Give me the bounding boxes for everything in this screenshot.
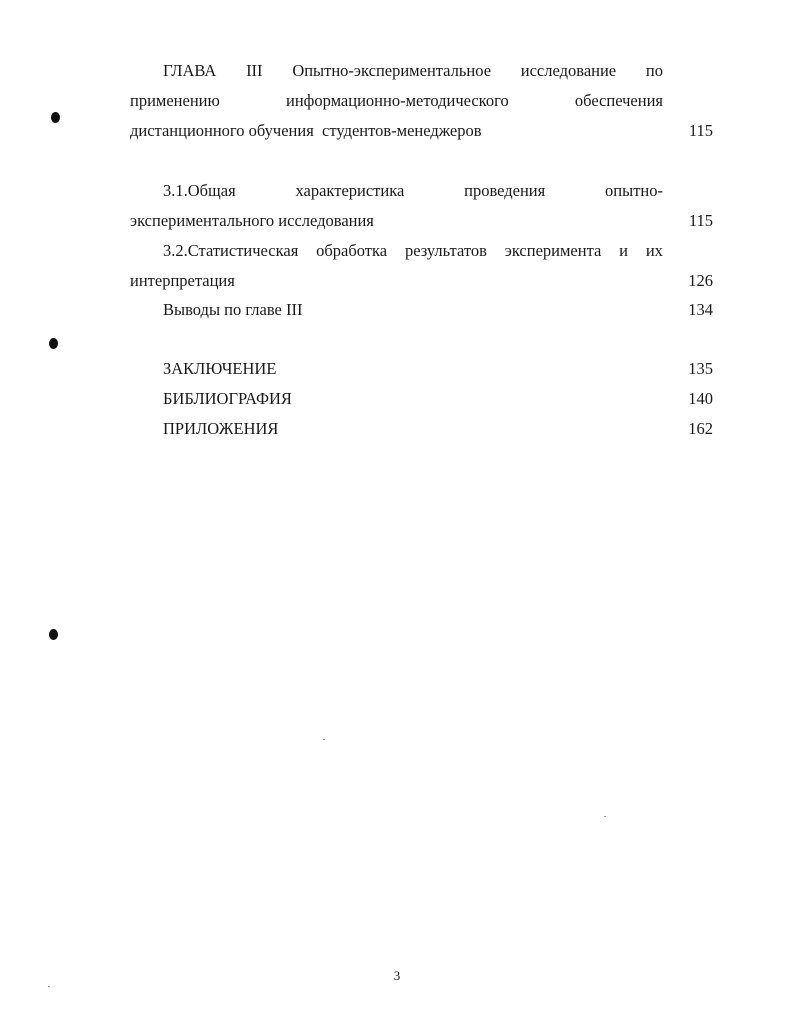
toc-page-number: 162 <box>688 419 713 438</box>
toc-word: результатов <box>404 241 487 260</box>
toc-word: эксперимента <box>504 241 602 260</box>
toc-page-number: 115 <box>688 121 713 140</box>
toc-entry-conclusion: ЗАКЛЮЧЕНИЕ <box>163 359 277 378</box>
toc-entry-section-3-2-line-1 <box>163 240 663 262</box>
toc-page-number: 135 <box>688 359 713 378</box>
toc-word: 3.1.Общая <box>163 181 236 200</box>
toc-entry-chapter-3-line-2 <box>130 90 663 112</box>
toc-word: и <box>619 241 628 260</box>
binder-hole-mark <box>51 112 60 123</box>
toc-word: обеспечения <box>574 91 663 110</box>
toc-entry-appendices: ПРИЛОЖЕНИЯ <box>163 419 279 438</box>
toc-word: исследование <box>520 61 617 80</box>
scan-speck <box>48 986 50 987</box>
toc-word: по <box>645 61 663 80</box>
toc-page-number: 134 <box>688 300 713 319</box>
toc-page-number: 140 <box>688 389 713 408</box>
toc-word: применению <box>130 91 220 110</box>
toc-word: характеристика <box>295 181 405 200</box>
toc-word: обработка <box>316 241 388 260</box>
toc-page-number: 126 <box>688 271 713 290</box>
toc-word: опытно- <box>605 181 663 200</box>
scan-speck <box>604 816 606 817</box>
toc-entry-section-3-1-line-2: экспериментального исследования <box>130 211 374 230</box>
toc-entry-section-3-1-line-1 <box>163 180 663 202</box>
toc-word: их <box>645 241 663 260</box>
toc-word: ГЛАВА <box>163 61 217 80</box>
toc-entry-bibliography: БИБЛИОГРАФИЯ <box>163 389 292 408</box>
toc-word: Опытно-экспериментальное <box>292 61 492 80</box>
toc-word: 3.2.Статистическая <box>163 241 299 260</box>
page-number: 3 <box>393 968 401 983</box>
binder-hole-mark <box>49 629 58 640</box>
toc-entry-chapter-3-conclusions: Выводы по главе III <box>163 300 303 319</box>
toc-entry-section-3-2-line-2: интерпретация <box>130 271 235 290</box>
toc-word: проведения <box>464 181 546 200</box>
toc-word: III <box>246 61 263 80</box>
scan-speck <box>323 739 325 740</box>
toc-word: информационно-методического <box>286 91 509 110</box>
toc-page-number: 115 <box>688 211 713 230</box>
toc-entry-chapter-3-line-3: дистанционного обучения студентов-менеджеров <box>130 121 482 140</box>
binder-hole-mark <box>49 338 58 349</box>
toc-entry-chapter-3-line-1 <box>163 60 663 82</box>
